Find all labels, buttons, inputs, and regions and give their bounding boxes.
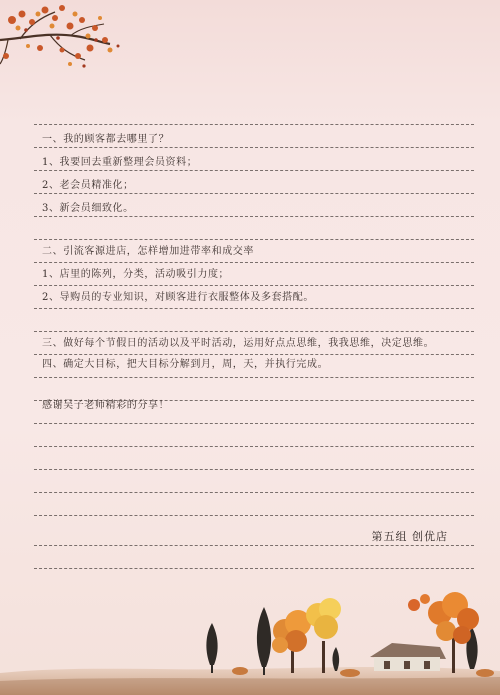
ruled-line [34, 193, 474, 194]
text-line: 一、我的顾客都去哪里了？ [42, 134, 170, 145]
text-line: 3、新会员细致化。 [42, 203, 134, 214]
autumn-landscape-illustration [0, 585, 500, 695]
text-line: 1、我要回去重新整理会员资料； [42, 157, 198, 168]
ruled-line [34, 515, 474, 516]
ruled-line [34, 377, 474, 378]
ruled-line [34, 446, 474, 447]
ruled-line [34, 216, 474, 217]
ruled-line [34, 469, 474, 470]
text-line: 二、引流客源进店，怎样增加进带率和成交率 [42, 246, 254, 257]
ruled-line [34, 262, 474, 263]
ruled-line [34, 492, 474, 493]
ruled-line [34, 147, 474, 148]
text-line: 2、老会员精准化； [42, 180, 134, 191]
ruled-line [34, 170, 474, 171]
text-line: 四、确定大目标，把大目标分解到月，周，天，并执行完成。 [42, 359, 329, 370]
ruled-line [34, 124, 474, 125]
ruled-line [34, 331, 474, 332]
text-line: 三、做好每个节假日的活动以及平时活动，运用好点点思维，我我思维，决定思维。 [42, 338, 435, 349]
autumn-branch-illustration [0, 0, 500, 110]
ruled-line [34, 308, 474, 309]
ruled-line [34, 239, 474, 240]
text-line: 1、店里的陈列，分类，活动吸引力度； [42, 269, 230, 280]
text-line: 感谢吴子老师精彩的分享！ [42, 400, 170, 411]
signature: 第五组 创优店 [371, 530, 448, 543]
ruled-line [34, 423, 474, 424]
ruled-line [34, 285, 474, 286]
text-line: 2、导购员的专业知识，对顾客进行衣服整体及多套搭配。 [42, 292, 314, 303]
ruled-line [34, 568, 474, 569]
ruled-line [34, 545, 474, 546]
